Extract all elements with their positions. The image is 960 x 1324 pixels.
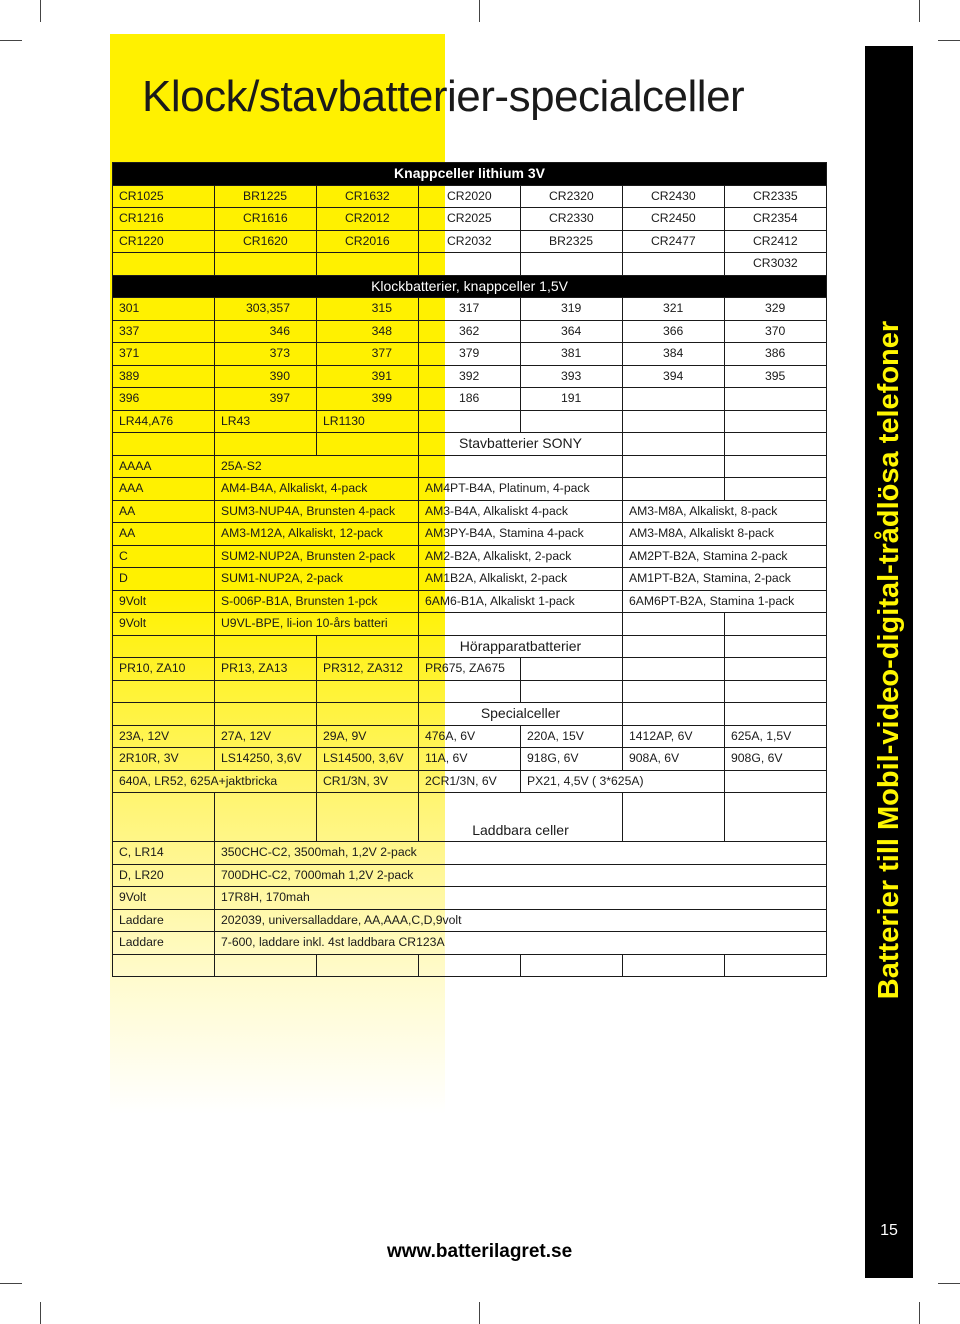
table-cell: 393 bbox=[521, 365, 623, 388]
table-cell bbox=[419, 954, 521, 977]
table-cell: 386 bbox=[725, 343, 827, 366]
table-cell: AM3PY-B4A, Stamina 4-pack bbox=[419, 523, 623, 546]
table-cell: 384 bbox=[623, 343, 725, 366]
table-cell: AM4PT-B4A, Platinum, 4-pack bbox=[419, 478, 623, 501]
table-cell: 6AM6-B1A, Alkaliskt 1-pack bbox=[419, 590, 623, 613]
table-cell bbox=[623, 613, 725, 636]
table-cell: 396 bbox=[113, 388, 215, 411]
table-cell bbox=[623, 793, 725, 842]
table-cell bbox=[215, 680, 317, 703]
table-cell bbox=[113, 680, 215, 703]
table-cell bbox=[317, 253, 419, 276]
table-cell: 2R10R, 3V bbox=[113, 748, 215, 771]
table-cell: 392 bbox=[419, 365, 521, 388]
table-cell: 319 bbox=[521, 298, 623, 321]
section-header bbox=[113, 703, 827, 726]
table-row bbox=[113, 887, 827, 910]
table-cell: Laddare bbox=[113, 932, 215, 955]
table-cell: CR2430 bbox=[623, 185, 725, 208]
table-cell: C, LR14 bbox=[113, 842, 215, 865]
table-cell bbox=[725, 478, 827, 501]
section-title-klock: Klockbatterier, knappceller 1,5V bbox=[113, 275, 827, 298]
table-cell: AAAA bbox=[113, 455, 215, 478]
table-cell bbox=[725, 793, 827, 842]
table-cell bbox=[215, 433, 317, 456]
table-cell: PR10, ZA10 bbox=[113, 658, 215, 681]
table-cell: CR2025 bbox=[419, 208, 521, 231]
table-cell: CR1616 bbox=[215, 208, 317, 231]
side-title: Batterier till Mobil-video-digital-trådlösa telefoner bbox=[873, 320, 905, 1000]
table-cell bbox=[521, 410, 623, 433]
table-cell bbox=[215, 793, 317, 842]
table-row bbox=[113, 613, 827, 636]
table-cell: CR1620 bbox=[215, 230, 317, 253]
table-cell: LR43 bbox=[215, 410, 317, 433]
table-cell: 700DHC-C2, 7000mah 1,2V 2-pack bbox=[215, 864, 827, 887]
table-cell: 377 bbox=[317, 343, 419, 366]
table-cell: 315 bbox=[317, 298, 419, 321]
table-cell bbox=[419, 613, 623, 636]
table-cell: 23A, 12V bbox=[113, 725, 215, 748]
table-cell: 366 bbox=[623, 320, 725, 343]
table-cell bbox=[419, 253, 521, 276]
table-cell: 25A-S2 bbox=[215, 455, 419, 478]
table-cell bbox=[623, 253, 725, 276]
table-cell bbox=[215, 703, 317, 726]
table-cell: 394 bbox=[623, 365, 725, 388]
table-cell bbox=[113, 793, 215, 842]
table-cell: CR1632 bbox=[317, 185, 419, 208]
table-cell: AM3-B4A, Alkaliskt 4-pack bbox=[419, 500, 623, 523]
table-cell: U9VL-BPE, li-ion 10-års batteri bbox=[215, 613, 419, 636]
table-cell: 9Volt bbox=[113, 887, 215, 910]
table-cell bbox=[419, 410, 521, 433]
table-cell: CR2032 bbox=[419, 230, 521, 253]
table-cell: CR3032 bbox=[725, 253, 827, 276]
table-cell: AM2-B2A, Alkaliskt, 2-pack bbox=[419, 545, 623, 568]
table-cell: 373 bbox=[215, 343, 317, 366]
table-row bbox=[113, 478, 827, 501]
section-title-horapparat: Hörapparatbatterier bbox=[419, 635, 623, 658]
table-row bbox=[113, 680, 827, 703]
table-row bbox=[113, 208, 827, 231]
table-cell bbox=[623, 680, 725, 703]
table-cell: 346 bbox=[215, 320, 317, 343]
table-cell bbox=[215, 253, 317, 276]
table-cell bbox=[317, 635, 419, 658]
table-cell: 908G, 6V bbox=[725, 748, 827, 771]
table-cell: 625A, 1,5V bbox=[725, 725, 827, 748]
table-cell: 7-600, laddare inkl. 4st laddbara CR123A bbox=[215, 932, 827, 955]
table-cell bbox=[725, 613, 827, 636]
table-cell: AM4-B4A, Alkaliskt, 4-pack bbox=[215, 478, 419, 501]
table-row bbox=[113, 568, 827, 591]
table-cell: 348 bbox=[317, 320, 419, 343]
table-cell bbox=[317, 680, 419, 703]
page-title: Klock/stavbatterier-specialceller bbox=[142, 72, 745, 121]
table-row bbox=[113, 298, 827, 321]
table-row bbox=[113, 864, 827, 887]
table-cell: 362 bbox=[419, 320, 521, 343]
crop-mark bbox=[0, 1283, 22, 1284]
section-title-lithium: Knappceller lithium 3V bbox=[113, 163, 827, 186]
table-row bbox=[113, 185, 827, 208]
table-cell: LR44,A76 bbox=[113, 410, 215, 433]
table-cell bbox=[521, 954, 623, 977]
crop-mark bbox=[479, 0, 480, 22]
table-cell bbox=[317, 793, 419, 842]
section-title-sony: Stavbatterier SONY bbox=[419, 433, 623, 456]
table-cell: 364 bbox=[521, 320, 623, 343]
battery-table bbox=[112, 162, 827, 977]
table-cell: 11A, 6V bbox=[419, 748, 521, 771]
table-cell: 27A, 12V bbox=[215, 725, 317, 748]
crop-mark bbox=[40, 0, 41, 22]
table-cell bbox=[215, 635, 317, 658]
table-cell: D, LR20 bbox=[113, 864, 215, 887]
table-cell: CR2412 bbox=[725, 230, 827, 253]
table-cell: AM2PT-B2A, Stamina 2-pack bbox=[623, 545, 827, 568]
table-row bbox=[113, 253, 827, 276]
table-cell bbox=[623, 455, 725, 478]
table-cell bbox=[521, 680, 623, 703]
table-cell: 399 bbox=[317, 388, 419, 411]
table-cell bbox=[317, 433, 419, 456]
table-cell bbox=[623, 410, 725, 433]
table-cell bbox=[623, 433, 725, 456]
section-title-laddbara: Laddbara celler bbox=[419, 793, 623, 842]
table-cell: CR2354 bbox=[725, 208, 827, 231]
table-cell: 2CR1/3N, 6V bbox=[419, 770, 521, 793]
table-cell bbox=[623, 635, 725, 658]
table-cell bbox=[725, 954, 827, 977]
table-cell: 350CHC-C2, 3500mah, 1,2V 2-pack bbox=[215, 842, 827, 865]
crop-mark bbox=[938, 40, 960, 41]
table-cell: CR1216 bbox=[113, 208, 215, 231]
table-cell: AM1PT-B2A, Stamina, 2-pack bbox=[623, 568, 827, 591]
table-cell: 379 bbox=[419, 343, 521, 366]
table-cell bbox=[725, 410, 827, 433]
table-cell: 390 bbox=[215, 365, 317, 388]
table-cell: 6AM6PT-B2A, Stamina 1-pack bbox=[623, 590, 827, 613]
table-row bbox=[113, 388, 827, 411]
table-cell bbox=[623, 658, 725, 681]
table-cell: CR2012 bbox=[317, 208, 419, 231]
table-cell: 9Volt bbox=[113, 613, 215, 636]
table-cell: 918G, 6V bbox=[521, 748, 623, 771]
table-cell: 381 bbox=[521, 343, 623, 366]
table-row bbox=[113, 410, 827, 433]
table-cell bbox=[419, 680, 521, 703]
table-row bbox=[113, 500, 827, 523]
table-cell: 301 bbox=[113, 298, 215, 321]
table-cell: 908A, 6V bbox=[623, 748, 725, 771]
section-header bbox=[113, 275, 827, 298]
table-cell: AA bbox=[113, 500, 215, 523]
table-cell bbox=[725, 433, 827, 456]
table-cell: 476A, 6V bbox=[419, 725, 521, 748]
crop-mark bbox=[919, 0, 920, 22]
table-cell: AM1B2A, Alkaliskt, 2-pack bbox=[419, 568, 623, 591]
table-cell: 9Volt bbox=[113, 590, 215, 613]
table-cell: 186 bbox=[419, 388, 521, 411]
table-cell bbox=[113, 703, 215, 726]
table-row bbox=[113, 365, 827, 388]
table-cell bbox=[725, 680, 827, 703]
table-cell: 29A, 9V bbox=[317, 725, 419, 748]
table-row bbox=[113, 523, 827, 546]
table-cell: CR2450 bbox=[623, 208, 725, 231]
table-cell: D bbox=[113, 568, 215, 591]
table-cell: 1412AP, 6V bbox=[623, 725, 725, 748]
table-cell: 317 bbox=[419, 298, 521, 321]
table-cell: 397 bbox=[215, 388, 317, 411]
table-cell: 220A, 15V bbox=[521, 725, 623, 748]
table-cell: 370 bbox=[725, 320, 827, 343]
table-cell bbox=[521, 253, 623, 276]
table-cell: SUM3-NUP4A, Brunsten 4-pack bbox=[215, 500, 419, 523]
table-cell: CR1220 bbox=[113, 230, 215, 253]
table-row bbox=[113, 658, 827, 681]
table-cell: AA bbox=[113, 523, 215, 546]
table-row bbox=[113, 770, 827, 793]
table-cell: AM3-M8A, Alkaliskt 8-pack bbox=[623, 523, 827, 546]
table-row bbox=[113, 932, 827, 955]
website-link[interactable]: www.batterilagret.se bbox=[387, 1241, 573, 1262]
table-row bbox=[113, 842, 827, 865]
table-cell: 371 bbox=[113, 343, 215, 366]
table-cell bbox=[725, 658, 827, 681]
table-cell: AM3-M8A, Alkaliskt, 8-pack bbox=[623, 500, 827, 523]
table-cell: SUM2-NUP2A, Brunsten 2-pack bbox=[215, 545, 419, 568]
table-cell: AAA bbox=[113, 478, 215, 501]
table-row bbox=[113, 230, 827, 253]
table-cell bbox=[725, 770, 827, 793]
table-cell bbox=[725, 455, 827, 478]
table-cell: CR2330 bbox=[521, 208, 623, 231]
table-cell bbox=[113, 954, 215, 977]
section-title-special: Specialceller bbox=[419, 703, 623, 726]
table-cell: 191 bbox=[521, 388, 623, 411]
table-row bbox=[113, 343, 827, 366]
table-cell: CR2016 bbox=[317, 230, 419, 253]
table-cell: CR1025 bbox=[113, 185, 215, 208]
table-cell: AM3-M12A, Alkaliskt, 12-pack bbox=[215, 523, 419, 546]
table-cell bbox=[113, 253, 215, 276]
section-header bbox=[113, 433, 827, 456]
table-cell bbox=[419, 455, 623, 478]
table-cell: LS14250, 3,6V bbox=[215, 748, 317, 771]
table-cell: 329 bbox=[725, 298, 827, 321]
table-cell: CR2477 bbox=[623, 230, 725, 253]
table-cell: LS14500, 3,6V bbox=[317, 748, 419, 771]
section-header bbox=[113, 793, 827, 842]
table-cell bbox=[623, 954, 725, 977]
table-cell: CR2320 bbox=[521, 185, 623, 208]
crop-mark bbox=[40, 1302, 41, 1324]
table-row bbox=[113, 320, 827, 343]
table-cell bbox=[215, 954, 317, 977]
table-cell bbox=[317, 954, 419, 977]
table-cell: 303,357 bbox=[215, 298, 317, 321]
table-cell: CR2335 bbox=[725, 185, 827, 208]
table-cell: CR1/3N, 3V bbox=[317, 770, 419, 793]
table-cell: 321 bbox=[623, 298, 725, 321]
table-row bbox=[113, 954, 827, 977]
table-row bbox=[113, 725, 827, 748]
table-cell: Laddare bbox=[113, 909, 215, 932]
table-cell: SUM1-NUP2A, 2-pack bbox=[215, 568, 419, 591]
table-cell bbox=[113, 433, 215, 456]
section-header bbox=[113, 163, 827, 186]
table-cell bbox=[623, 703, 725, 726]
table-cell: CR2020 bbox=[419, 185, 521, 208]
page-number: 15 bbox=[880, 1222, 898, 1239]
table-row bbox=[113, 545, 827, 568]
crop-mark bbox=[938, 1283, 960, 1284]
table-cell: PR13, ZA13 bbox=[215, 658, 317, 681]
table-cell bbox=[623, 388, 725, 411]
table-cell bbox=[317, 703, 419, 726]
table-cell: 389 bbox=[113, 365, 215, 388]
table-cell: LR1130 bbox=[317, 410, 419, 433]
section-header bbox=[113, 635, 827, 658]
table-cell bbox=[725, 635, 827, 658]
table-cell bbox=[113, 635, 215, 658]
table-cell: PR312, ZA312 bbox=[317, 658, 419, 681]
table-cell: 640A, LR52, 625A+jaktbricka bbox=[113, 770, 317, 793]
table-cell: 337 bbox=[113, 320, 215, 343]
table-row bbox=[113, 909, 827, 932]
table-cell: 395 bbox=[725, 365, 827, 388]
table-cell: 17R8H, 170mah bbox=[215, 887, 827, 910]
table-cell: 391 bbox=[317, 365, 419, 388]
table-cell bbox=[623, 478, 725, 501]
crop-mark bbox=[479, 1302, 480, 1324]
crop-mark bbox=[919, 1302, 920, 1324]
table-row bbox=[113, 455, 827, 478]
table-cell: C bbox=[113, 545, 215, 568]
crop-mark bbox=[0, 40, 22, 41]
table-cell bbox=[725, 388, 827, 411]
table-cell bbox=[725, 703, 827, 726]
table-cell: S-006P-B1A, Brunsten 1-pck bbox=[215, 590, 419, 613]
table-cell: PX21, 4,5V ( 3*625A) bbox=[521, 770, 725, 793]
table-row bbox=[113, 748, 827, 771]
table-cell: BR2325 bbox=[521, 230, 623, 253]
table-cell bbox=[521, 658, 623, 681]
table-cell: PR675, ZA675 bbox=[419, 658, 521, 681]
table-row bbox=[113, 590, 827, 613]
table-cell: 202039, universalladdare, AA,AAA,C,D,9volt bbox=[215, 909, 827, 932]
table-cell: BR1225 bbox=[215, 185, 317, 208]
